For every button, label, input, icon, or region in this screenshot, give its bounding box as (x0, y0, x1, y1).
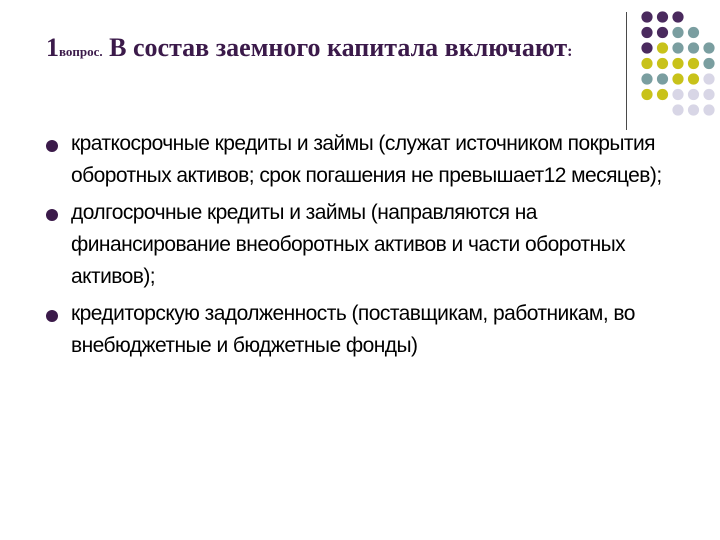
bullet-item (44, 128, 674, 192)
purple-dot-icon (657, 11, 668, 22)
purple-dot-icon (672, 11, 683, 22)
slide-title (46, 28, 606, 72)
lavender-dot-icon (688, 104, 699, 115)
olive-dot-icon (672, 73, 683, 84)
bullet-text: кредиторскую задолженность (поставщикам, работникам, во внебюджетные и бюджетные фонды) (71, 302, 635, 357)
teal-dot-icon (657, 73, 668, 84)
olive-dot-icon (641, 89, 652, 100)
olive-dot-icon (657, 89, 668, 100)
lavender-dot-icon (688, 89, 699, 100)
lavender-dot-icon (703, 73, 714, 84)
bullet-list (44, 128, 674, 367)
purple-dot-icon (641, 27, 652, 38)
bullet-text: краткосрочные кредиты и займы (служат источником покрытия оборотных активов; срок погашения не превышает12 месяцев); (71, 132, 662, 187)
vertical-divider-line (626, 12, 627, 130)
teal-dot-icon (672, 42, 683, 53)
teal-dot-icon (672, 27, 683, 38)
teal-dot-icon (688, 42, 699, 53)
olive-dot-icon (641, 58, 652, 69)
olive-dot-icon (672, 58, 683, 69)
title-text: В состав заемного капитала включают (102, 33, 568, 62)
bullet-text: долгосрочные кредиты и займы (направляются на финансирование внеоборотных активов и части оборотных активов); (71, 201, 626, 288)
bullet-dot-icon (46, 310, 58, 322)
title-number: 1 (46, 33, 59, 62)
bullet-item (44, 298, 674, 362)
lavender-dot-icon (703, 104, 714, 115)
bullet-dot-icon (46, 209, 58, 221)
teal-dot-icon (641, 73, 652, 84)
olive-dot-icon (688, 58, 699, 69)
purple-dot-icon (641, 11, 652, 22)
title-small-label: вопрос. (59, 44, 103, 59)
olive-dot-icon (688, 73, 699, 84)
teal-dot-icon (703, 42, 714, 53)
purple-dot-icon (641, 42, 652, 53)
bullet-item (44, 197, 674, 293)
teal-dot-icon (703, 58, 714, 69)
lavender-dot-icon (672, 104, 683, 115)
bullet-dot-icon (46, 140, 58, 152)
olive-dot-icon (657, 42, 668, 53)
purple-dot-icon (657, 27, 668, 38)
title-colon: : (567, 43, 573, 60)
teal-dot-icon (688, 27, 699, 38)
lavender-dot-icon (672, 89, 683, 100)
lavender-dot-icon (703, 89, 714, 100)
olive-dot-icon (657, 58, 668, 69)
